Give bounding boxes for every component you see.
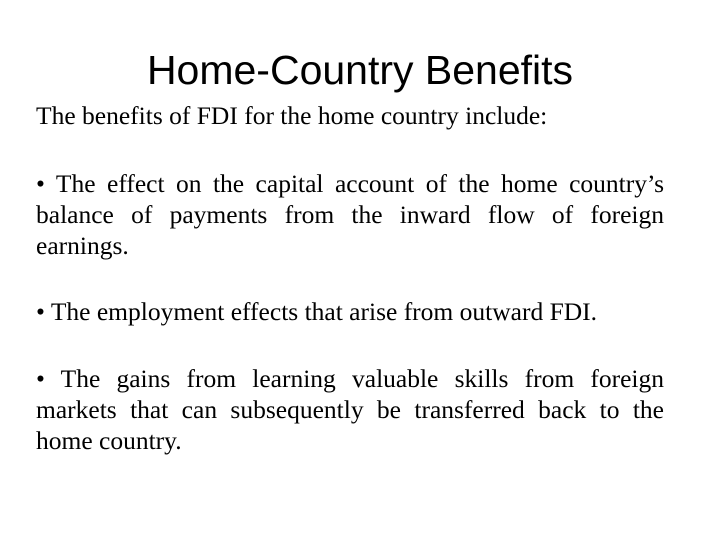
slide-title: Home-Country Benefits [146, 47, 574, 93]
bullet-capital-account: • The effect on the capital account of the home country’s balance of payments from the inward flow of foreign earnings. [36, 169, 664, 260]
intro-text: The benefits of FDI for the home country include: [36, 101, 548, 130]
bullet-learning-skills: • The gains from learning valuable skills from foreign markets that can subsequently be transferred back to the home country. [36, 364, 664, 455]
slide-body [36, 100, 664, 456]
bullet-employment-effects: • The employment effects that arise from outward FDI. [36, 297, 598, 326]
